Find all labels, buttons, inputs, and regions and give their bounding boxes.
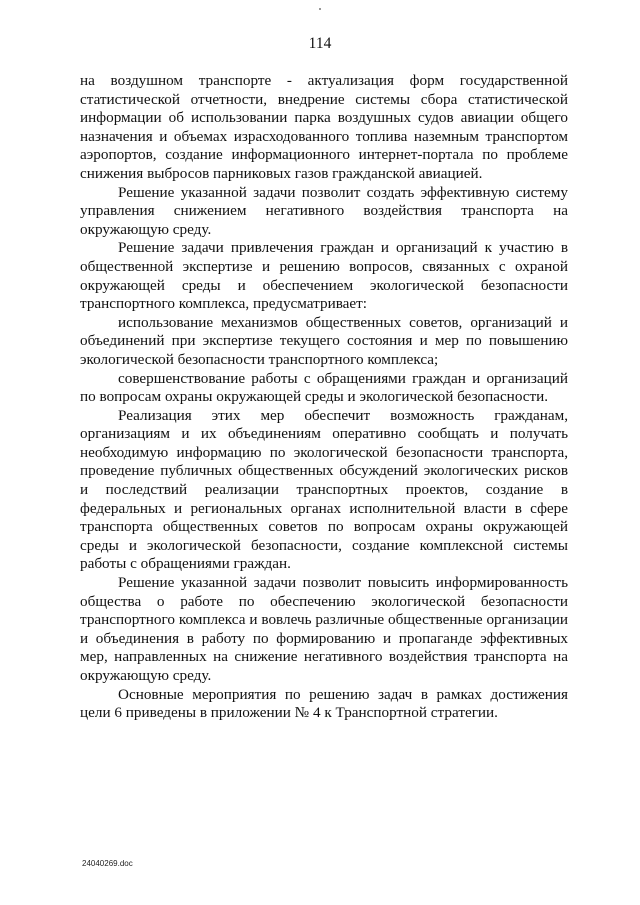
paragraph-awareness: Решение указанной задачи позволит повысить информированность общества о работе по обеспечению экологической безопасности транспортного комплекса и вовлечь различные общественные организации и объединения в работу по формированию и пропаганде эффективных мер, направленных на снижение негативного воздействия транспорта на окружающую среду. xyxy=(80,574,568,684)
paragraph-appeals: совершенствование работы с обращениями граждан и организаций по вопросам охраны окружающей среды и экологической безопасности. xyxy=(80,369,568,406)
paragraph-air-transport: на воздушном транспорте - актуализация форм государственной статистической отчетности, внедрение системы сбора статистической информации об использовании парка воздушных судов авиации общего назначения и объемах израсходованного топлива наземным транспортом аэропортов, создание информационного интернет-портала по проблеме снижения выбросов парниковых газов гражданской авиацией. xyxy=(80,72,568,182)
paragraph-public-involvement: Решение задачи привлечения граждан и организаций к участию в общественной экспертизе и решению вопросов, связанных с охраной окружающей среды и обеспечением экологической безопасности транспортного комплекса, предусматривает: xyxy=(80,239,568,313)
document-id: 24040269.doc xyxy=(82,859,133,868)
paragraph-public-councils: использование механизмов общественных советов, организаций и объединений при экспертизе текущего состояния и мер по повышению экологической безопасности транспортного комплекса; xyxy=(80,313,568,368)
paragraph-implementation: Реализация этих мер обеспечит возможность гражданам, организациям и их объединениям оперативно сообщать и получать необходимую информацию по экологической безопасности транспорта, проведение публичных общественных обсуждений экологических рисков и последствий реализации транспортных проектов, создание в федеральных и региональных органах исполнительной власти в сфере транспорта общественных советов по вопросам охраны окружающей среды и экологической безопасности, создание комплексной системы работы с обращениями граждан. xyxy=(80,406,568,573)
paragraph-management-system: Решение указанной задачи позволит создать эффективную систему управления снижением негативного воздействия транспорта на окружающую среду. xyxy=(80,183,568,238)
page-number: 114 xyxy=(308,35,332,52)
document-body xyxy=(80,72,568,723)
paragraph-main-measures: Основные мероприятия по решению задач в рамках достижения цели 6 приведены в приложении № 4 к Транспортной стратегии. xyxy=(80,685,568,722)
scan-mark xyxy=(319,8,321,10)
